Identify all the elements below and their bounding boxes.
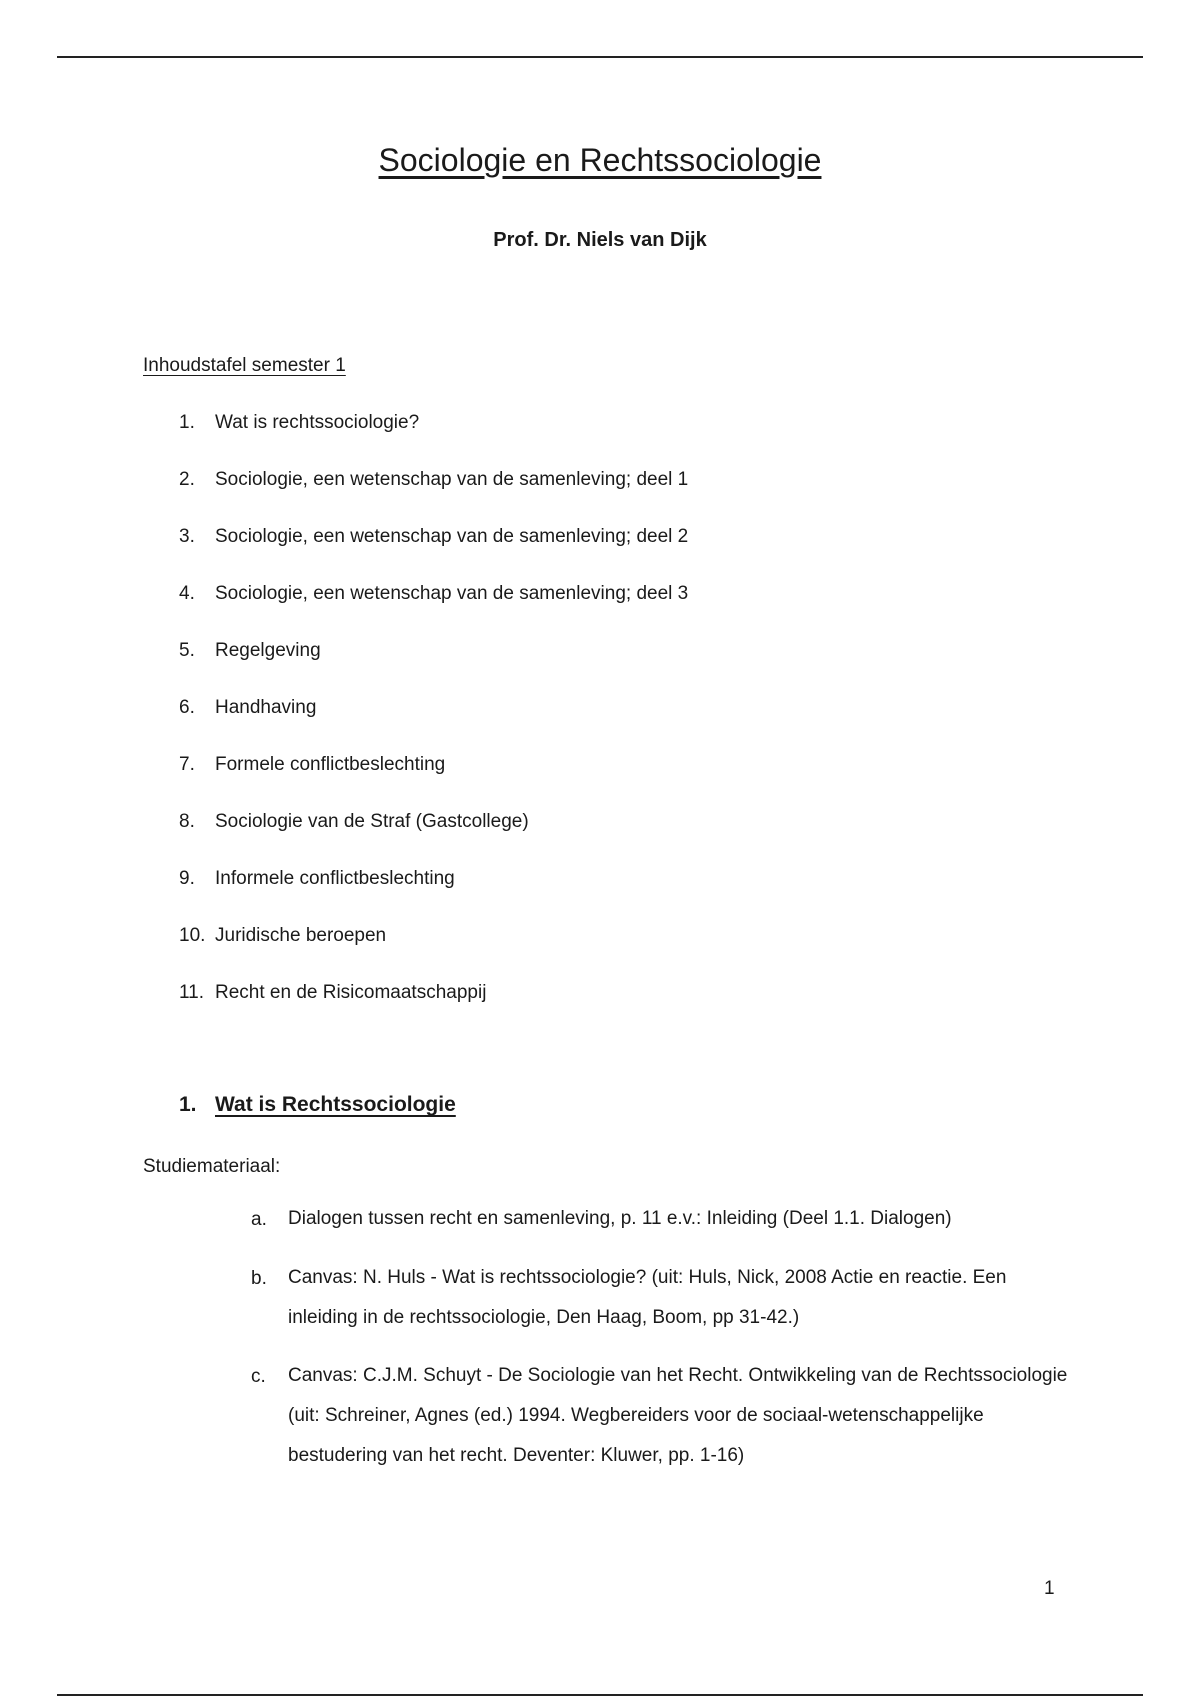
list-item-text: Dialogen tussen recht en samenleving, p. 11 e.v.: Inleiding (Deel 1.1. Dialogen)	[288, 1208, 952, 1229]
toc-item-text: Juridische beroepen	[215, 925, 387, 946]
toc-item-number: 5.	[179, 640, 195, 661]
toc-item-text: Sociologie van de Straf (Gastcollege)	[215, 811, 529, 832]
toc-item-number: 6.	[179, 697, 195, 718]
header-rule	[57, 56, 1143, 58]
toc-item-text: Formele conflictbeslechting	[215, 754, 446, 775]
toc-item-number: 9.	[179, 868, 195, 889]
document-author: Prof. Dr. Niels van Dijk	[493, 229, 707, 251]
toc-item-number: 2.	[179, 469, 195, 490]
toc-item-text: Handhaving	[215, 697, 317, 718]
toc-heading: Inhoudstafel semester 1	[143, 355, 346, 376]
toc-item-number: 10.	[179, 925, 206, 946]
list-item-letter: b.	[251, 1268, 267, 1289]
toc-item-text: Wat is rechtssociologie?	[215, 412, 420, 433]
toc-item-text: Regelgeving	[215, 640, 321, 661]
document-title: Sociologie en Rechtssociologie	[378, 142, 822, 178]
toc-item-number: 3.	[179, 526, 195, 547]
footer-rule	[57, 1694, 1143, 1696]
study-material-label: Studiemateriaal:	[143, 1156, 281, 1177]
toc-item-text: Informele conflictbeslechting	[215, 868, 455, 889]
list-item-text: Canvas: C.J.M. Schuyt - De Sociologie van het Recht. Ontwikkeling van de Rechtssociologie (uit: Schreiner, Agnes (ed.) 1994. Wegbereiders voor de sociaal-wetenschappelijke bestudering van het recht. Deventer: Kluwer, pp. 1-16)	[288, 1365, 1068, 1466]
list-item-text: Canvas: N. Huls - Wat is rechtssociologie? (uit: Huls, Nick, 2008 Actie en reactie. Een inleiding in de rechtssociologie, Den Haag, Boom, pp 31-42.)	[288, 1267, 1007, 1328]
toc-item-text: Sociologie, een wetenschap van de samenleving; deel 3	[215, 583, 689, 604]
section-title: Wat is Rechtssociologie	[215, 1093, 456, 1116]
toc-item-text: Recht en de Risicomaatschappij	[215, 982, 487, 1003]
list-item-letter: a.	[251, 1209, 267, 1230]
toc-item-number: 11.	[179, 982, 205, 1003]
toc-item-text: Sociologie, een wetenschap van de samenleving; deel 2	[215, 526, 689, 547]
list-item-letter: c.	[251, 1366, 266, 1387]
section-number: 1.	[179, 1093, 197, 1116]
toc-item-text: Sociologie, een wetenschap van de samenleving; deel 1	[215, 469, 689, 490]
toc-item-number: 1.	[179, 412, 195, 433]
page-number: 1	[1044, 1578, 1055, 1599]
toc-item-number: 4.	[179, 583, 195, 604]
toc-item-number: 7.	[179, 754, 195, 775]
toc-item-number: 8.	[179, 811, 195, 832]
